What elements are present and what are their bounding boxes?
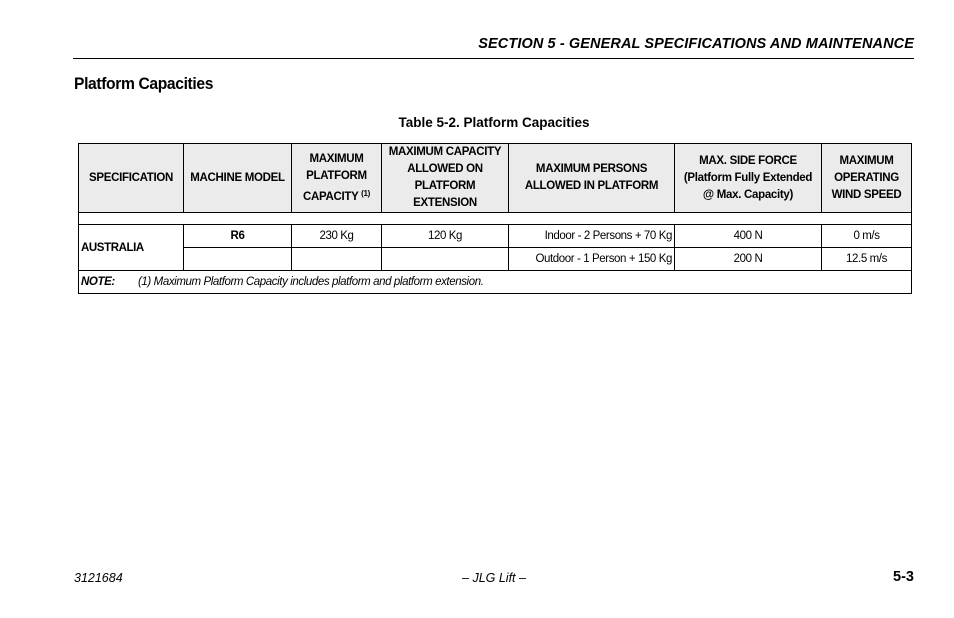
cell-machine-model: R6 — [184, 225, 292, 248]
table-header-row — [79, 144, 912, 213]
cell-max-side-force: 400 N — [675, 225, 822, 248]
column-header-max-side-force: MAX. SIDE FORCE (Platform Fully Extended @ Max. Capacity) — [675, 144, 822, 213]
section-heading: Platform Capacities — [74, 74, 214, 93]
header-rule — [73, 58, 914, 59]
spacer-row — [79, 213, 912, 225]
column-header-specification: SPECIFICATION — [79, 144, 184, 213]
cell-max-persons: Indoor - 2 Persons + 70 Kg — [509, 225, 675, 248]
cell-max-wind-speed: 0 m/s — [822, 225, 912, 248]
cell-machine-model-empty — [184, 248, 292, 271]
note-row — [79, 271, 912, 294]
table-row — [79, 248, 912, 271]
column-header-machine-model: MACHINE MODEL — [184, 144, 292, 213]
table-caption: Table 5-2. Platform Capacities — [398, 115, 590, 130]
cell-max-persons: Outdoor - 1 Person + 150 Kg — [509, 248, 675, 271]
cell-max-platform-capacity-empty — [292, 248, 382, 271]
note-text: (1) Maximum Platform Capacity includes platform and platform extension. — [138, 276, 484, 288]
cell-max-wind-speed: 12.5 m/s — [822, 248, 912, 271]
column-header-max-persons: MAXIMUM PERSONS ALLOWED IN PLATFORM — [509, 144, 675, 213]
max-platform-capacity-label: MAXIMUM PLATFORM CAPACITY — [302, 152, 367, 203]
column-header-max-capacity-extension: MAXIMUM CAPACITY ALLOWED ON PLATFORM EXTENSION — [382, 144, 509, 213]
footer-doc-number: 3121684 — [74, 571, 123, 585]
note-cell — [79, 271, 912, 294]
column-header-max-platform-capacity — [292, 144, 382, 213]
footnote-marker: (1) — [361, 188, 371, 198]
platform-capacities-table — [78, 143, 912, 294]
note-label: NOTE: — [81, 276, 115, 288]
table-row — [79, 225, 912, 248]
footer-center-text: – JLG Lift – — [462, 571, 526, 585]
cell-specification: AUSTRALIA — [79, 225, 184, 271]
cell-max-capacity-extension-empty — [382, 248, 509, 271]
cell-max-capacity-extension: 120 Kg — [382, 225, 509, 248]
column-header-max-wind-speed: MAXIMUM OPERATING WIND SPEED — [822, 144, 912, 213]
section-header-title: SECTION 5 - GENERAL SPECIFICATIONS AND MAINTENANCE — [478, 36, 914, 52]
cell-max-side-force: 200 N — [675, 248, 822, 271]
cell-max-platform-capacity: 230 Kg — [292, 225, 382, 248]
footer-page-number: 5-3 — [893, 569, 914, 585]
